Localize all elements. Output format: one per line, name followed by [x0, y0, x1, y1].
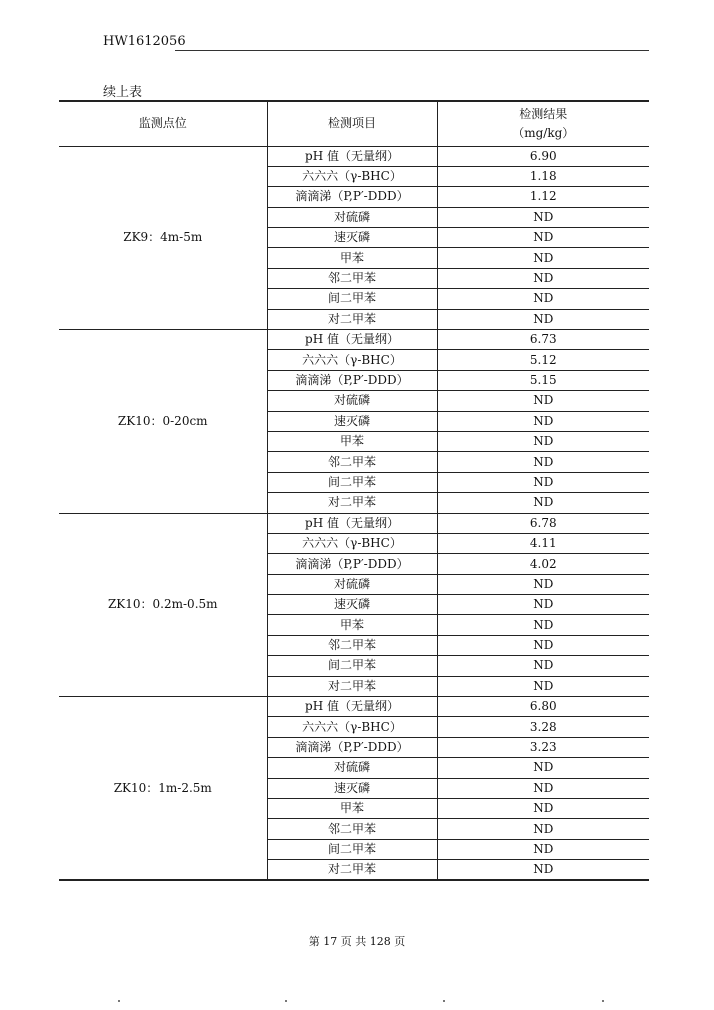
test-result: ND — [437, 656, 649, 676]
test-result: ND — [437, 615, 649, 635]
test-item: 滴滴涕（P,P′-DDD） — [267, 187, 437, 207]
test-result: ND — [437, 635, 649, 655]
test-item: 六六六（γ-BHC） — [267, 533, 437, 553]
test-result: ND — [437, 452, 649, 472]
table-row — [59, 330, 649, 350]
test-item: 间二甲苯 — [267, 289, 437, 309]
test-item: 对硫磷 — [267, 207, 437, 227]
test-item: 间二甲苯 — [267, 839, 437, 859]
scan-speck — [443, 1000, 445, 1002]
scan-speck — [285, 1000, 287, 1002]
results-table — [59, 100, 649, 881]
test-result: 6.78 — [437, 513, 649, 533]
test-item: 甲苯 — [267, 799, 437, 819]
test-item: 对二甲苯 — [267, 860, 437, 881]
monitoring-site: ZK10：0-20cm — [59, 330, 267, 514]
test-result: ND — [437, 472, 649, 492]
test-result: ND — [437, 839, 649, 859]
test-result: ND — [437, 228, 649, 248]
test-item: 甲苯 — [267, 248, 437, 268]
test-item: 对硫磷 — [267, 574, 437, 594]
test-item: 邻二甲苯 — [267, 819, 437, 839]
test-item: 甲苯 — [267, 615, 437, 635]
test-item: 滴滴涕（P,P′-DDD） — [267, 737, 437, 757]
test-result: 3.28 — [437, 717, 649, 737]
test-result: 6.73 — [437, 330, 649, 350]
monitoring-site: ZK10：0.2m-0.5m — [59, 513, 267, 697]
test-item: 对硫磷 — [267, 758, 437, 778]
test-item: 速灭磷 — [267, 228, 437, 248]
test-item: 间二甲苯 — [267, 472, 437, 492]
test-item: 甲苯 — [267, 431, 437, 451]
test-item: 滴滴涕（P,P′-DDD） — [267, 554, 437, 574]
test-item: 对硫磷 — [267, 391, 437, 411]
test-item: 对二甲苯 — [267, 676, 437, 696]
scan-speck — [602, 1000, 604, 1002]
test-result: ND — [437, 799, 649, 819]
test-result: ND — [437, 289, 649, 309]
test-result: 4.02 — [437, 554, 649, 574]
header-site: 监测点位 — [59, 101, 267, 146]
test-item: 六六六（γ-BHC） — [267, 350, 437, 370]
monitoring-site: ZK9：4m-5m — [59, 146, 267, 330]
test-item: 六六六（γ-BHC） — [267, 717, 437, 737]
table-body — [59, 146, 649, 880]
test-result: ND — [437, 574, 649, 594]
test-result: ND — [437, 431, 649, 451]
test-result: ND — [437, 309, 649, 329]
test-item: pH 值（无量纲） — [267, 330, 437, 350]
header-item: 检测项目 — [267, 101, 437, 146]
header-rule — [175, 50, 649, 51]
test-result: ND — [437, 778, 649, 798]
test-result: ND — [437, 411, 649, 431]
test-result: 5.15 — [437, 370, 649, 390]
test-result: 3.23 — [437, 737, 649, 757]
test-result: 5.12 — [437, 350, 649, 370]
test-result: ND — [437, 493, 649, 513]
test-result: ND — [437, 248, 649, 268]
test-result: ND — [437, 595, 649, 615]
test-item: 速灭磷 — [267, 778, 437, 798]
test-item: pH 值（无量纲） — [267, 513, 437, 533]
test-item: 间二甲苯 — [267, 656, 437, 676]
test-item: 对二甲苯 — [267, 493, 437, 513]
test-item: 对二甲苯 — [267, 309, 437, 329]
header-result-label: 检测结果 — [519, 106, 568, 121]
scan-speck — [118, 1000, 120, 1002]
test-item: 速灭磷 — [267, 411, 437, 431]
test-result: ND — [437, 758, 649, 778]
test-result: 4.11 — [437, 533, 649, 553]
test-item: 邻二甲苯 — [267, 452, 437, 472]
table-row — [59, 513, 649, 533]
table-header-row — [59, 101, 649, 146]
header-result-unit: （mg/kg） — [512, 125, 575, 140]
page-footer: 第 17 页 共 128 页 — [308, 935, 406, 948]
test-result: ND — [437, 391, 649, 411]
test-result: ND — [437, 268, 649, 288]
table-caption: 续上表 — [103, 85, 143, 100]
test-result: ND — [437, 819, 649, 839]
test-item: 邻二甲苯 — [267, 268, 437, 288]
test-result: ND — [437, 676, 649, 696]
test-result: 1.12 — [437, 187, 649, 207]
monitoring-site: ZK10：1m-2.5m — [59, 697, 267, 881]
test-item: 邻二甲苯 — [267, 635, 437, 655]
test-item: 滴滴涕（P,P′-DDD） — [267, 370, 437, 390]
test-item: 速灭磷 — [267, 595, 437, 615]
test-result: 6.80 — [437, 697, 649, 717]
test-result: 1.18 — [437, 166, 649, 186]
test-result: ND — [437, 860, 649, 881]
test-result: 6.90 — [437, 146, 649, 166]
document-number: HW1612056 — [103, 34, 186, 49]
table-row — [59, 697, 649, 717]
test-item: pH 值（无量纲） — [267, 697, 437, 717]
header-result — [437, 101, 649, 146]
table-row — [59, 146, 649, 166]
test-item: 六六六（γ-BHC） — [267, 166, 437, 186]
test-item: pH 值（无量纲） — [267, 146, 437, 166]
test-result: ND — [437, 207, 649, 227]
